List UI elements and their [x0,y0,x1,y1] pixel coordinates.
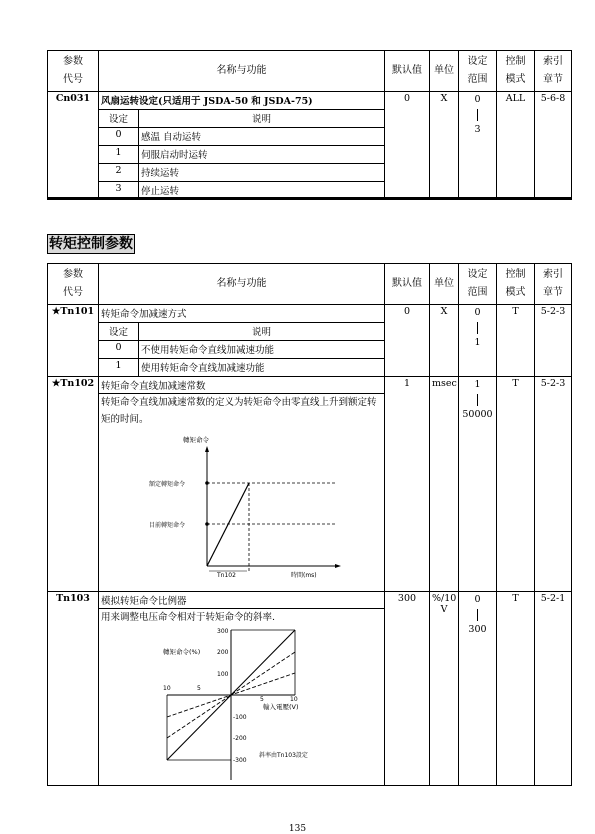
tn102-marker-label: Tn102 [217,572,236,578]
x-tick: 10 [163,685,171,692]
param-table-cn031 [47,50,572,200]
target-label: 目前轉矩命令 [149,522,186,529]
param-range [459,305,497,377]
param-code: ★Tn101 [48,305,99,377]
header-range-l1: 设定 [467,269,488,280]
range-max: 3 [474,124,481,135]
param-index: 5-6-8 [535,92,572,200]
header-default: 默认值 [385,51,430,92]
header-default: 默认值 [385,264,430,305]
header-index-l2: 章节 [543,74,563,85]
y-tick: -300 [233,757,247,764]
param-unit: X [430,305,459,377]
header-mode-l1: 控制 [505,269,526,280]
param-default: 0 [385,92,430,200]
param-unit: X [430,92,459,200]
header-range-l2: 范围 [467,287,488,298]
chart-ylabel: 轉矩命令(%) [163,648,201,656]
x-tick: 10 [290,696,298,703]
range-min: 0 [474,594,481,605]
range-min: 0 [474,94,481,105]
section-title: 转矩控制参数 [49,236,133,252]
option-row [99,146,384,164]
option-row [99,164,384,182]
option-text: 使用转矩命令直线加减速功能 [139,359,385,377]
option-text: 持续运转 [139,164,385,182]
param-body [99,592,385,786]
option-value: 1 [99,146,139,164]
param-title: 模拟转矩命令比例器 [99,592,384,609]
x-tick-labels [163,685,298,703]
accel-chart [119,428,399,578]
range-max: 1 [474,337,481,348]
header-unit: 单位 [430,264,459,305]
header-param [48,264,99,305]
options-table [99,323,384,376]
param-default: 300 [385,592,430,786]
param-index: 5-2-3 [535,305,572,377]
option-value: 0 [99,128,139,146]
header-param-l2: 代号 [63,74,83,85]
y-tick: 200 [217,649,229,656]
header-index [535,51,572,92]
chart-ylabel: 轉矩命令 [183,436,209,444]
table-header-row [48,264,572,305]
param-mode: T [497,377,535,592]
scale-chart [119,626,399,784]
header-mode-l2: 模式 [505,287,526,298]
header-range-l2: 范围 [467,74,488,85]
option-text: 不使用转矩命令直线加减速功能 [139,341,385,359]
header-mode [497,264,535,305]
y-tick: -200 [233,735,247,742]
range-min: 1 [474,379,481,390]
header-mode-l1: 控制 [505,56,526,67]
option-text: 停止运转 [139,182,385,200]
header-name: 名称与功能 [99,51,385,92]
range-bar [477,394,478,406]
option-value: 1 [99,359,139,377]
option-row [99,128,384,146]
rated-label: 額定轉矩命令 [149,481,186,488]
range-max: 50000 [462,409,493,420]
param-default: 0 [385,305,430,377]
rated-marker [205,481,209,485]
param-mode: ALL [497,92,535,200]
param-code: Cn031 [48,92,99,200]
param-title: 风扇运转设定(只适用于 JSDA-50 和 JSDA-75) [99,92,384,110]
param-table-torque [47,263,572,786]
param-default: 1 [385,377,430,592]
param-index: 5-2-1 [535,592,572,786]
option-row [99,341,384,359]
param-body [99,305,385,377]
range-bar [477,322,478,334]
header-index [535,264,572,305]
param-body [99,377,385,592]
chart-xlabel: 輸入電壓(V) [263,703,299,711]
table-header-row [48,51,572,92]
col-setting: 设定 [99,323,139,341]
range-max: 300 [468,624,487,635]
y-tick-labels [217,628,247,764]
header-param-l2: 代号 [63,287,83,298]
param-mode: T [497,592,535,786]
param-title: 转矩命令加减速方式 [99,305,384,323]
header-range [459,51,497,92]
header-index-l2: 章节 [543,287,563,298]
header-param-l1: 参数 [63,269,83,280]
range-bar [477,109,478,121]
option-value: 0 [99,341,139,359]
param-title: 转矩命令直线加减速常数 [99,377,384,394]
param-row-tn102 [48,377,572,592]
option-value: 2 [99,164,139,182]
param-description: 转矩命令直线加减速常数的定义为转矩命令由零直线上升到额定转矩的时间。 [101,397,377,425]
header-mode-l2: 模式 [505,74,526,85]
param-mode: T [497,305,535,377]
y-axis-arrow [205,446,209,452]
header-index-l1: 索引 [543,269,563,280]
option-value: 3 [99,182,139,200]
header-name: 名称与功能 [99,264,385,305]
header-unit: 单位 [430,51,459,92]
col-desc: 说明 [139,110,385,128]
param-body [99,92,385,200]
range-min: 0 [474,307,481,318]
col-setting: 设定 [99,110,139,128]
param-range [459,377,497,592]
section-divider [47,197,571,200]
page-number: 135 [288,824,307,834]
x-tick: 5 [197,685,201,692]
param-code: ★Tn102 [48,377,99,592]
range-bar [477,609,478,621]
param-unit [430,592,459,786]
param-range [459,92,497,200]
target-marker [205,522,209,526]
option-text: 感温 自动运转 [139,128,385,146]
y-tick: 300 [217,628,229,635]
options-table [99,110,384,199]
param-row-cn031 [48,92,572,200]
param-code: Tn103 [48,592,99,786]
ramp-line [207,483,249,566]
chart-xlabel: 時間(ms) [291,572,317,578]
param-index: 5-2-3 [535,377,572,592]
y-tick: -100 [233,714,247,721]
header-param [48,51,99,92]
unit-l2: V [440,604,448,615]
option-row [99,359,384,377]
col-desc: 说明 [139,323,385,341]
header-range-l1: 设定 [467,56,488,67]
option-text: 伺服启动时运转 [139,146,385,164]
param-range [459,592,497,786]
param-unit: msec [430,377,459,592]
header-param-l1: 参数 [63,56,83,67]
header-mode [497,51,535,92]
slope-note: 斜率由Tn103設定 [259,752,308,759]
y-tick: 100 [217,671,229,678]
x-axis-arrow [335,564,341,568]
header-range [459,264,497,305]
param-description: 用来调整电压命令相对于转矩命令的斜率. [101,612,276,623]
header-index-l1: 索引 [543,56,563,67]
param-row-tn103 [48,592,572,786]
param-row-tn101 [48,305,572,377]
unit-l1: %/10 [432,593,457,604]
x-tick: 5 [260,696,264,703]
